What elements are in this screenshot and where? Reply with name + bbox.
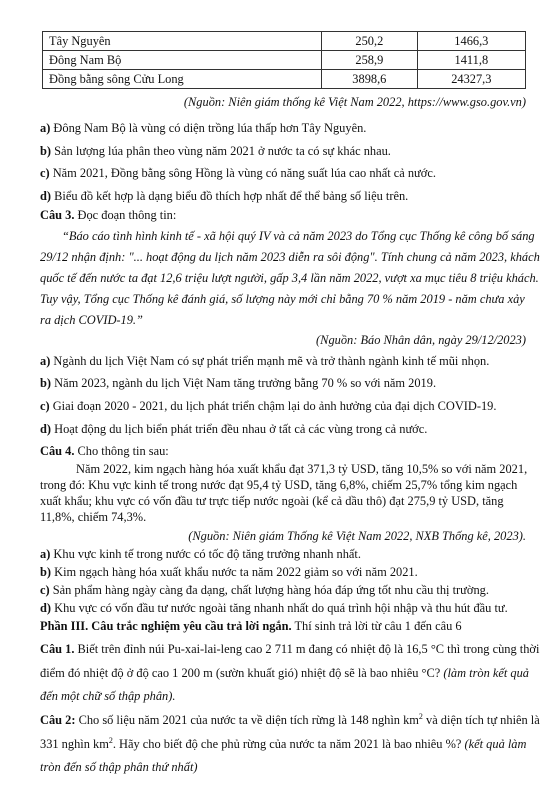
option-text: Năm 2021, Đồng bằng sông Hồng là vùng có năng suất lúa cao nhất cả nước. bbox=[49, 166, 436, 180]
question-prompt: Cho thông tin sau: bbox=[74, 444, 169, 458]
option-text: Đông Nam Bộ là vùng có diện trồng lúa thấp hơn Tây Nguyên. bbox=[50, 121, 367, 135]
quote-source: (Nguồn: Báo Nhân dân, ngày 29/12/2023) bbox=[316, 333, 526, 347]
option-label: a) bbox=[40, 354, 51, 368]
option-label: b) bbox=[40, 144, 52, 158]
superscript: 2 bbox=[418, 711, 423, 721]
table-row bbox=[43, 51, 526, 70]
option-a bbox=[40, 354, 489, 369]
part3-question-1-line bbox=[40, 666, 529, 681]
question-text: 331 nghìn km bbox=[40, 737, 109, 751]
option-label: c) bbox=[40, 166, 50, 180]
option-d bbox=[40, 189, 408, 204]
paragraph-line: 11,8%, chiếm 74,3%. bbox=[40, 510, 147, 524]
option-text: Kim ngạch hàng hóa xuất khẩu nước ta năm 2022 giảm so với năm 2021. bbox=[51, 565, 418, 579]
part3-question-2-line: tròn đến số thập phân thứ nhất) bbox=[40, 760, 198, 774]
option-text: Sản phẩm hàng ngày càng đa dạng, chất lượng hàng hóa đáp ứng tốt nhu cầu thị trường. bbox=[49, 583, 489, 597]
option-b bbox=[40, 376, 436, 391]
option-text: Sản lượng lúa phân theo vùng năm 2021 ở nước ta có sự khác nhau. bbox=[51, 144, 391, 158]
option-text: Giai đoạn 2020 - 2021, du lịch phát triển chậm lại do ảnh hưởng của đại dịch COVID-19. bbox=[49, 399, 497, 413]
option-text: Năm 2023, ngành du lịch Việt Nam tăng trưởng bằng 70 % so với năm 2019. bbox=[51, 376, 437, 390]
option-a bbox=[40, 121, 366, 136]
option-text: Hoạt động du lịch biển phát triển đều nhau ở tất cả các vùng trong cả nước. bbox=[51, 422, 428, 436]
table-cell: 1466,3 bbox=[417, 32, 525, 51]
option-label: a) bbox=[40, 547, 51, 561]
table-cell: 258,9 bbox=[322, 51, 418, 70]
question-note: (kết quả làm bbox=[464, 737, 527, 751]
table-row bbox=[43, 32, 526, 51]
rice-data-table bbox=[42, 31, 526, 89]
question-4-heading bbox=[40, 444, 169, 459]
option-label: a) bbox=[40, 121, 51, 135]
question-text: và diện tích tự nhiên là bbox=[422, 713, 540, 727]
table-cell: Tây Nguyên bbox=[43, 32, 322, 51]
part-subtitle: Thí sinh trả lời từ câu 1 đến câu 6 bbox=[291, 619, 462, 633]
option-c bbox=[40, 166, 436, 181]
part3-question-1-line bbox=[40, 642, 539, 657]
part-title: Phần III. Câu trắc nghiệm yêu cầu trả lời ngắn. bbox=[40, 619, 292, 633]
question-text: . Hãy cho biết độ che phủ rừng của nước ta năm 2021 là bao nhiêu %? bbox=[112, 737, 465, 751]
table-cell: Đồng bằng sông Cửu Long bbox=[43, 70, 322, 89]
paragraph-source: (Nguồn: Niên giám Thống kê Việt Nam 2022, NXB Thống kê, 2023). bbox=[188, 529, 526, 543]
question-number: Câu 1. bbox=[40, 642, 75, 656]
option-label: b) bbox=[40, 565, 52, 579]
question-number: Câu 2: bbox=[40, 713, 76, 727]
option-label: d) bbox=[40, 422, 52, 436]
table-cell: Đông Nam Bộ bbox=[43, 51, 322, 70]
option-c bbox=[40, 583, 489, 598]
option-label: d) bbox=[40, 601, 52, 615]
part3-question-2-line bbox=[40, 737, 526, 752]
table-cell: 250,2 bbox=[322, 32, 418, 51]
paragraph-line: trong đó: Khu vực kinh tế trong nước đạt 95,4 tỷ USD, tăng 6,8%, chiếm 25,7% tổng kim ngạch bbox=[40, 478, 518, 492]
question-text: điểm đó nhiệt độ ở độ cao 1 200 m (sườn khuất gió) nhiệt độ sẽ là bao nhiêu °C? bbox=[40, 666, 444, 680]
option-b bbox=[40, 565, 418, 580]
table-row bbox=[43, 70, 526, 89]
part3-question-2-line bbox=[40, 713, 540, 728]
table-cell: 3898,6 bbox=[322, 70, 418, 89]
option-label: c) bbox=[40, 583, 50, 597]
option-d bbox=[40, 601, 508, 616]
question-text: Biết trên đỉnh núi Pu-xai-lai-leng cao 2 711 m đang có nhiệt độ là 16,5 °C thì trong cùng thời bbox=[74, 642, 540, 656]
question-3-heading bbox=[40, 208, 176, 223]
question-prompt: Đọc đoạn thông tin: bbox=[74, 208, 177, 222]
paragraph-line: xuất khẩu; khu vực có vốn đầu tư trực tiếp nước ngoài (kể cả dầu thô) đạt 275,9 tỷ USD, tăng bbox=[40, 494, 504, 508]
quote-line: quốc tế đến nước ta đạt 12,6 triệu lượt người, gấp 3,4 lần năm 2022, vượt xa mục tiêu 8 triệu khách. bbox=[40, 271, 539, 285]
superscript: 2 bbox=[108, 735, 113, 745]
quote-line: “Báo cáo tình hình kinh tế - xã hội quý IV và cả năm 2023 do Tổng cục Thống kê công bố sáng bbox=[62, 229, 535, 243]
table-cell: 24327,3 bbox=[417, 70, 525, 89]
option-label: c) bbox=[40, 399, 50, 413]
question-note: (làm tròn kết quả bbox=[443, 666, 530, 680]
question-number: Câu 4. bbox=[40, 444, 75, 458]
quote-line: 29/12 nhận định: "... hoạt động du lịch năm 2023 diễn ra sôi động". Tính chung cả năm 2023, khách bbox=[40, 250, 540, 264]
option-a bbox=[40, 547, 361, 562]
option-text: Biểu đồ kết hợp là dạng biểu đồ thích hợp nhất để thể bảng số liệu trên. bbox=[51, 189, 409, 203]
option-label: b) bbox=[40, 376, 52, 390]
option-text: Khu vực có vốn đầu tư nước ngoài tăng nhanh nhất do quá trình hội nhập và thu hút đầu tư. bbox=[51, 601, 508, 615]
question-number: Câu 3. bbox=[40, 208, 75, 222]
option-text: Khu vực kinh tế trong nước có tốc độ tăng trưởng nhanh nhất. bbox=[50, 547, 361, 561]
part-3-heading bbox=[40, 619, 462, 634]
option-text: Ngành du lịch Việt Nam có sự phát triển mạnh mẽ và trở thành ngành kinh tế mũi nhọn. bbox=[50, 354, 490, 368]
option-d bbox=[40, 422, 427, 437]
option-c bbox=[40, 399, 496, 414]
part3-question-1-line: đến một chữ số thập phân). bbox=[40, 689, 176, 703]
option-label: d) bbox=[40, 189, 52, 203]
quote-line: ra dịch COVID-19.” bbox=[40, 313, 143, 327]
option-b bbox=[40, 144, 391, 159]
question-text: Cho số liệu năm 2021 của nước ta về diện tích rừng là 148 nghìn km bbox=[75, 713, 419, 727]
table-cell: 1411,8 bbox=[417, 51, 525, 70]
paragraph-line: Năm 2022, kim ngạch hàng hóa xuất khẩu đạt 371,3 tỷ USD, tăng 10,5% so với năm 2021, bbox=[76, 462, 528, 476]
table-source: (Nguồn: Niên giám thống kê Việt Nam 2022, https://www.gso.gov.vn) bbox=[183, 95, 526, 109]
quote-line: Tuy vậy, Tổng cục Thống kê đánh giá, số lượng này mới chỉ bằng 70 % năm 2019 - năm chưa xảy bbox=[40, 292, 525, 306]
